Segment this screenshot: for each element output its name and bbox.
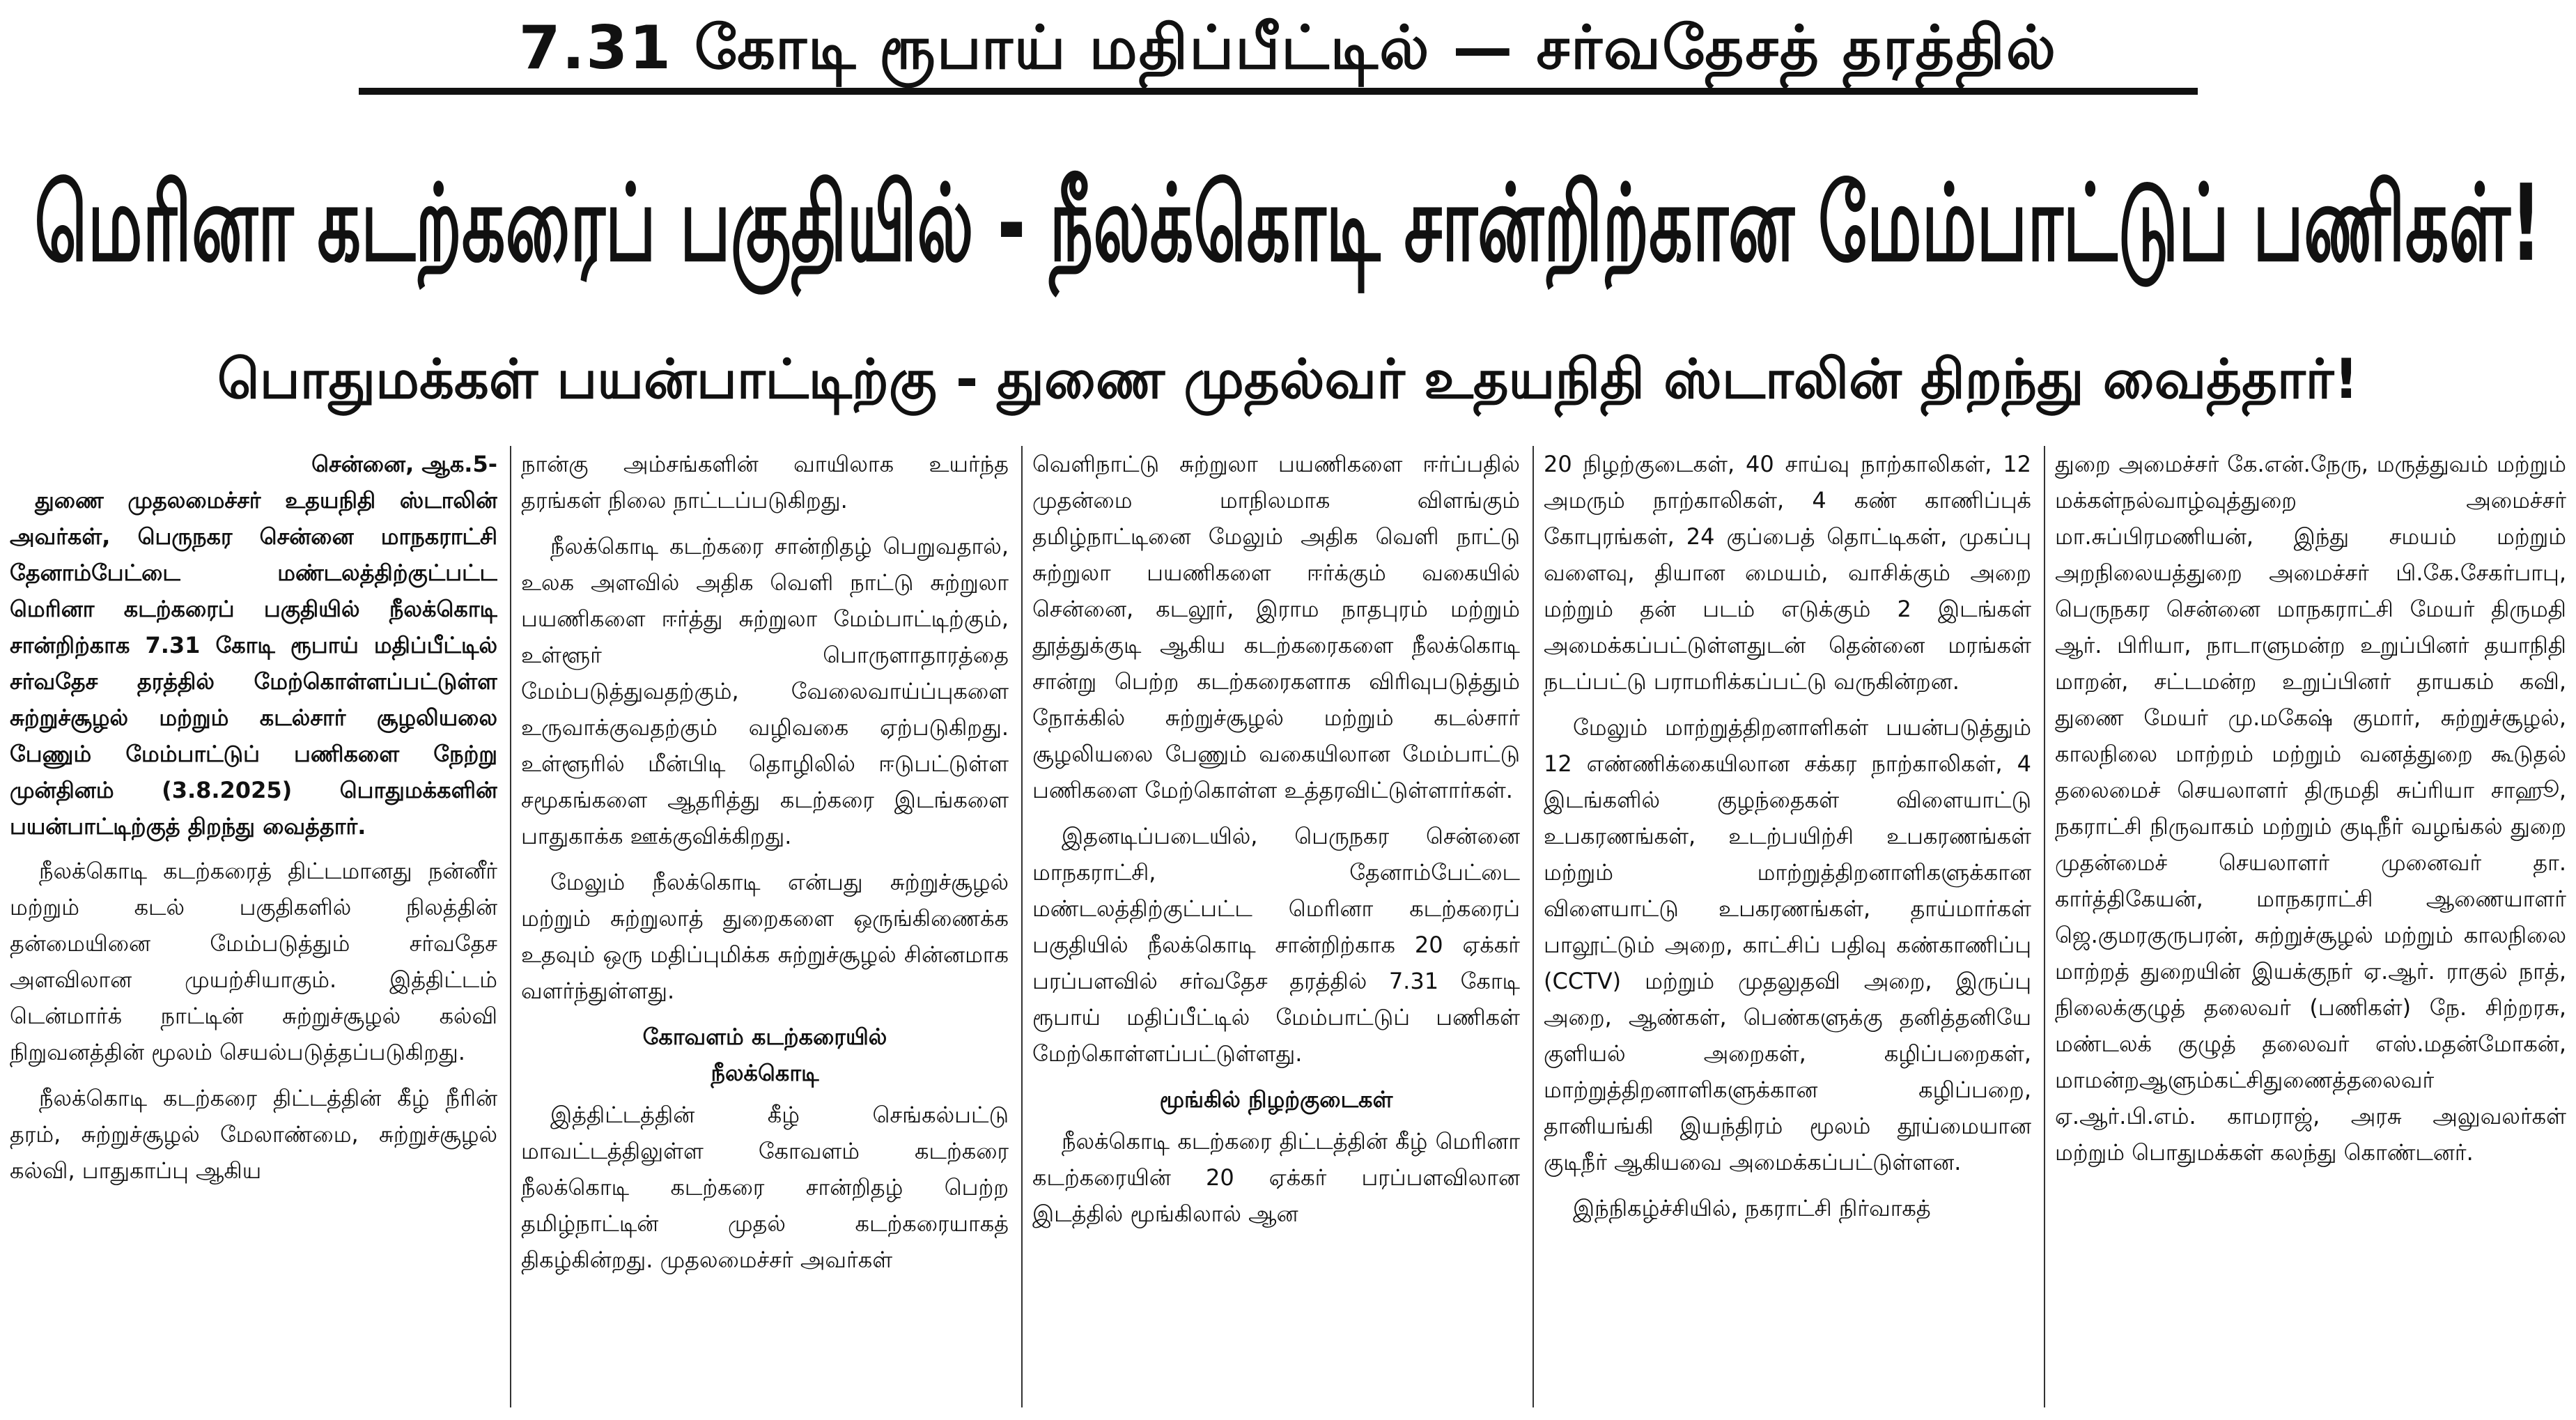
body-paragraph: நீலக்கொடி கடற்கரைத் திட்டமானது நன்னீர் மற்றும் கடல் பகுதிகளில் நிலத்தின் தன்மையினை மேம்படுத்தும் சர்வதேச அளவிலான முயற்சியாகும். இத்திட்டம் டென்மார்க் நாட்டின் சுற்றுச்சூழல் கல்வி நிறுவனத்தின் மூலம் செயல்படுத்தப்படுகிறது. — [10, 858, 497, 1065]
column-divider — [510, 446, 511, 1407]
kicker-underline — [359, 88, 2198, 95]
article-column-5 — [2055, 446, 2566, 1414]
body-paragraph: மேலும் நீலக்கொடி என்பது சுற்றுச்சூழல் மற்றும் சுற்றுலாத் துறைகளை ஒருங்கிணைக்க உதவும் ஒரு மதிப்புமிக்க சுற்றுச்சூழல் சின்னமாக வளர்ந்துள்ளது. — [521, 869, 1009, 1004]
subheading-bamboo-umbrellas: மூங்கில் நிழற்குடைகள் — [1159, 1086, 1393, 1113]
column-divider — [1021, 446, 1023, 1407]
article-column-4 — [1544, 446, 2031, 1414]
lead-paragraph: துணை முதலமைச்சர் உதயநிதி ஸ்டாலின் அவர்கள், பெருநகர சென்னை மாநகராட்சி தேனாம்பேட்டை மண்டலத்திற்குட்பட்ட மெரினா கடற்கரைப் பகுதியில் நீலக்கொடி சான்றிற்காக 7.31 கோடி ரூபாய் மதிப்பீட்டில் சர்வதேச தரத்தில் மேற்கொள்ளப்பட்டுள்ள சுற்றுச்சூழல் மற்றும் கடல்சார் சூழலியலை பேணும் மேம்பாட்டுப் பணிகளை நேற்று முன்தினம் (3.8.2025) பொதுமக்களின் பயன்பாட்டிற்குத் திறந்து வைத்தார். — [10, 487, 497, 840]
kicker-headline: 7.31 கோடி ரூபாய் மதிப்பீட்டில் — சர்வதேசத் தரத்தில் — [518, 13, 2058, 83]
subheading-line: கோவளம் கடற்கரையில் — [642, 1024, 887, 1050]
body-paragraph: இந்நிகழ்ச்சியில், நகராட்சி நிர்வாகத் — [1573, 1195, 1931, 1221]
body-paragraph: இதனடிப்படையில், பெருநகர சென்னை மாநகராட்சி, தேனாம்பேட்டை மண்டலத்திற்குட்பட்ட மெரினா கடற்கரைப் பகுதியில் நீலக்கொடி சான்றிற்காக 20 ஏக்கர் பரப்பளவில் சர்வதேச தரத்தில் 7.31 கோடி ரூபாய் மதிப்பீட்டில் மேம்பாட்டுப் பணிகள் மேற்கொள்ளப்பட்டுள்ளது. — [1032, 823, 1520, 1067]
body-paragraph: வெளிநாட்டு சுற்றுலா பயணிகளை ஈர்ப்பதில் முதன்மை மாநிலமாக விளங்கும் தமிழ்நாட்டினை மேலும் அதிக வெளி நாட்டு சுற்றுலா பயணிகளை ஈர்க்கும் வகையில் சென்னை, கடலூர், இராம நாதபுரம் மற்றும் தூத்துக்குடி ஆகிய கடற்கரைகளை நீலக்கொடி சான்று பெற்ற கடற்கரைகளாக விரிவுபடுத்தும் நோக்கில் சுற்றுச்சூழல் மற்றும் கடல்சார் சூழலியலை பேணும் வகையிலான மேம்பாட்டு பணிகளை மேற்கொள்ள உத்தரவிட்டுள்ளார்கள். — [1032, 451, 1520, 803]
body-paragraph: இத்திட்டத்தின் கீழ் செங்கல்பட்டு மாவட்டத்திலுள்ள கோவளம் கடற்கரை நீலக்கொடி கடற்கரை சான்றிதழ் பெற்ற தமிழ்நாட்டின் முதல் கடற்கரையாகத் திகழ்கின்றது. முதலமைச்சர் அவர்கள் — [521, 1102, 1009, 1273]
main-headline: மெரினா கடற்கரைப் பகுதியில் - நீலக்கொடி சான்றிற்கான மேம்பாட்டுப் பணிகள்! — [34, 162, 2542, 286]
body-paragraph: மேலும் மாற்றுத்திறனாளிகள் பயன்படுத்தும் 12 எண்ணிக்கையிலான சக்கர நாற்காலிகள், 4 இடங்களில் குழந்தைகள் விளையாட்டு உபகரணங்கள், உடற்பயிற்சி உபகரணங்கள் மற்றும் மாற்றுத்திறனாளிகளுக்கான விளையாட்டு உபகரணங்கள், தாய்மார்கள் பாலூட்டும் அறை, காட்சிப் பதிவு கண்காணிப்பு (CCTV) மற்றும் முதலுதவி அறை, இருப்பு அறை, ஆண்கள், பெண்களுக்கு தனித்தனியே குளியல் அறைகள், கழிப்பறைகள், மாற்றுத்திறனாளிகளுக்கான கழிப்பறை, தானியங்கி இயந்திரம் மூலம் தூய்மையான குடிநீர் ஆகியவை அமைக்கப்பட்டுள்ளன. — [1544, 714, 2031, 1175]
body-paragraph: நீலக்கொடி கடற்கரை சான்றிதழ் பெறுவதால், உலக அளவில் அதிக வெளி நாட்டு சுற்றுலா பயணிகளை ஈர்த்து சுற்றுலா மேம்பாட்டிற்கும், உள்ளூர் பொருளாதாரத்தை மேம்படுத்துவதற்கும், வேலைவாய்ப்புகளை உருவாக்குவதற்கும் வழிவகை ஏற்படுகிறது. உள்ளூரில் மீன்பிடி தொழிலில் ஈடுபட்டுள்ள சமூகங்களை ஆதரித்து கடற்கரை இடங்களை பாதுகாக்க ஊக்குவிக்கிறது. — [521, 533, 1009, 849]
body-paragraph: நீலக்கொடி கடற்கரை திட்டத்தின் கீழ் மெரினா கடற்கரையின் 20 ஏக்கர் பரப்பளவிலான இடத்தில் மூங்கிலால் ஆன — [1032, 1128, 1520, 1227]
body-paragraph: நான்கு அம்சங்களின் வாயிலாக உயர்ந்த தரங்கள் நிலை நாட்டப்படுகிறது. — [521, 451, 1009, 514]
column-divider — [1533, 446, 1534, 1407]
dateline: சென்னை, ஆக.5- — [311, 451, 497, 477]
article-column-1 — [10, 446, 497, 1414]
column-divider — [2044, 446, 2045, 1407]
body-paragraph: 20 நிழற்குடைகள், 40 சாய்வு நாற்காலிகள், 12 அமரும் நாற்காலிகள், 4 கண் காணிப்புக் கோபுரங்கள், 24 குப்பைத் தொட்டிகள், முகப்பு வளைவு, தியான மையம், வாசிக்கும் அறை மற்றும் தன் படம் எடுக்கும் 2 இடங்கள் அமைக்கப்பட்டுள்ளதுடன் தென்னை மரங்கள் நடப்பட்டு பராமரிக்கப்பட்டு வருகின்றன. — [1544, 451, 2031, 695]
subheading-line: நீலக்கொடி — [711, 1060, 819, 1086]
article-column-3 — [1032, 446, 1520, 1414]
body-paragraph: நீலக்கொடி கடற்கரை திட்டத்தின் கீழ் நீரின் தரம், சுற்றுச்சூழல் மேலாண்மை, சுற்றுச்சூழல் கல்வி, பாதுகாப்பு ஆகிய — [10, 1085, 497, 1184]
sub-headline: பொதுமக்கள் பயன்பாட்டிற்கு - துணை முதல்வர் உதயநிதி ஸ்டாலின் திறந்து வைத்தார்! — [217, 348, 2359, 411]
body-paragraph: துறை அமைச்சர் கே.என்.நேரு, மருத்துவம் மற்றும் மக்கள்நல்வாழ்வுத்துறை அமைச்சர் மா.சுப்பிரமணியன், இந்து சமயம் மற்றும் அறநிலையத்துறை அமைச்சர் பி.கே.சேகர்பாபு, பெருநகர சென்னை மாநகராட்சி மேயர் திருமதி ஆர். பிரியா, நாடாளுமன்ற உறுப்பினர் தயாநிதி மாறன், சட்டமன்ற உறுப்பினர் தாயகம் கவி, துணை மேயர் மு.மகேஷ் குமார், சுற்றுச்சூழல், காலநிலை மாற்றம் மற்றும் வனத்துறை கூடுதல் தலைமைச் செயலாளர் திருமதி சுப்ரியா சாஹூ, நகராட்சி நிருவாகம் மற்றும் குடிநீர் வழங்கல் துறை முதன்மைச் செயலாளர் முனைவர் தா. கார்த்திகேயன், மாநகராட்சி ஆணையாளர் ஜெ.குமரகுருபரன், சுற்றுச்சூழல் மற்றும் காலநிலை மாற்றத் துறையின் இயக்குநர் ஏ.ஆர். ராகுல் நாத், நிலைக்குழுத் தலைவர் (பணிகள்) நே. சிற்றரசு, மண்டலக் குழுத் தலைவர் எஸ்.மதன்மோகன், மாமன்றஆளும்கட்சிதுணைத்தலைவர் ஏ.ஆர்.பி.எம். காமராஜ், அரசு அலுவலர்கள் மற்றும் பொதுமக்கள் கலந்து கொண்டனர். — [2055, 451, 2566, 1166]
subheading-kovalam — [521, 1019, 1009, 1091]
article-column-2 — [521, 446, 1009, 1414]
